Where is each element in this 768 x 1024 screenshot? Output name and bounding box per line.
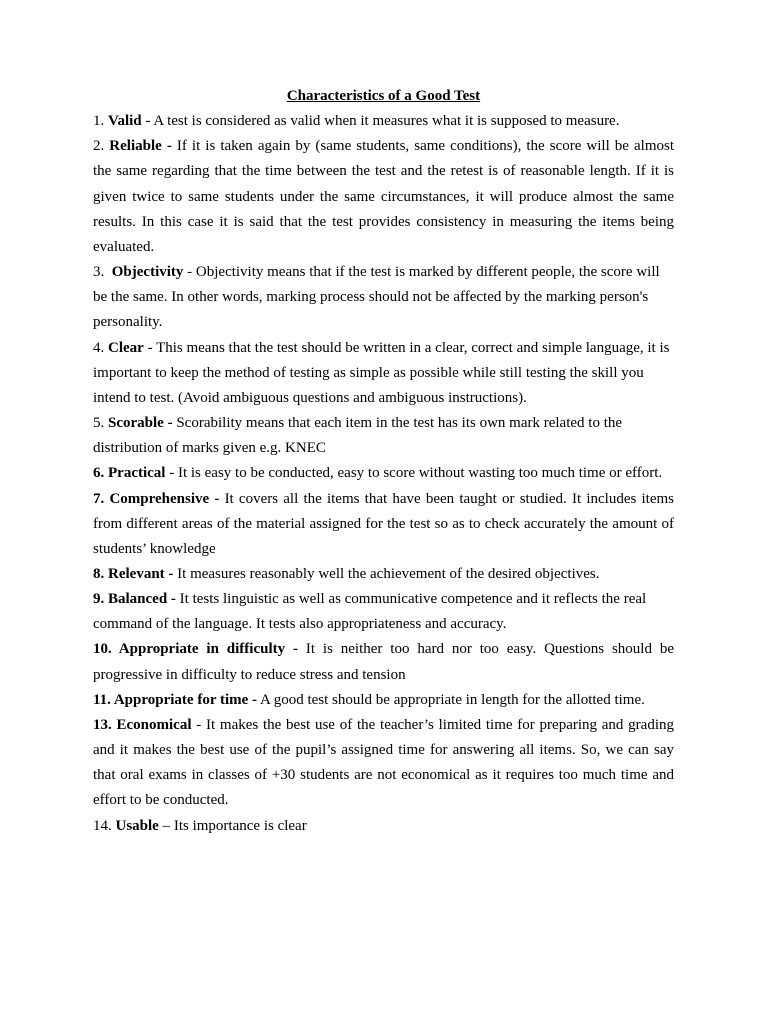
item-text: A test is considered as valid when it measures what it is supposed to measure. xyxy=(153,113,620,130)
item-term: 9. Balanced - xyxy=(93,591,176,608)
item-text: It is neither too hard nor too easy. Questions should be progressive in difficulty to reduce stress and tension xyxy=(93,641,674,683)
list-item-balanced xyxy=(93,587,674,637)
item-number: 4. xyxy=(93,339,105,356)
list-item-usable xyxy=(93,814,674,839)
item-text: Its importance is clear xyxy=(173,817,307,834)
item-term: Objectivity xyxy=(111,264,184,281)
item-term: 7. Comprehensive - xyxy=(93,490,220,507)
item-term: 13. Economical xyxy=(93,716,192,733)
item-term: Clear xyxy=(108,339,144,356)
item-separator: - xyxy=(191,716,206,733)
item-text: Objectivity means that if the test is marked by different people, the score will be the same. In other words, marking process should not be affected by the marking person's personality. xyxy=(93,264,660,331)
page-title: Characteristics of a Good Test xyxy=(286,88,481,104)
item-separator: - xyxy=(165,465,178,482)
item-separator: - xyxy=(183,264,196,281)
item-text: It covers all the items that have been taught or studied. It includes items from different areas of the material assigned for the test so as to check accurately the amount of students’ knowledge xyxy=(93,490,675,557)
item-text: Scorability means that each item in the test has its own mark related to the distribution of marks given e.g. KNEC xyxy=(93,415,623,457)
list-item-economical xyxy=(93,713,674,814)
list-item-clear xyxy=(93,336,674,411)
list-item-practical xyxy=(93,461,674,486)
list-item-comprehensive xyxy=(93,487,674,562)
item-text: It is easy to be conducted, easy to score without wasting too much time or effort. xyxy=(177,465,663,482)
item-text: It tests linguistic as well as communicative competence and it reflects the real command of the language. It tests also appropriateness and accuracy. xyxy=(93,591,647,633)
item-term: 6. Practical xyxy=(93,465,166,482)
item-term: Scorable - xyxy=(108,415,173,432)
item-separator: - xyxy=(143,339,157,356)
list-item-relevant xyxy=(93,562,674,587)
item-text: It measures reasonably well the achievement of the desired objectives. xyxy=(177,565,600,582)
item-number: 14. xyxy=(93,817,112,834)
item-term: Reliable - xyxy=(109,138,172,155)
item-number: 2. xyxy=(93,138,105,155)
item-number: 5. xyxy=(93,415,105,432)
item-term: Valid xyxy=(108,113,142,130)
item-text: It makes the best use of the teacher’s limited time for preparing and grading and it makes the best use of the pupil’s assigned time for answering all items. So, we can say that oral exams in classes of +30 students are not economical as it requires too much time and effort to be conducted. xyxy=(93,716,674,809)
list-item-appropriate-time xyxy=(93,688,674,713)
item-separator: - xyxy=(141,113,154,130)
item-term: 10. Appropriate in difficulty - xyxy=(93,641,298,658)
item-number: 3. xyxy=(93,264,105,281)
list-item-appropriate-difficulty xyxy=(93,637,674,687)
document-page xyxy=(93,84,674,839)
item-text: A good test should be appropriate in length for the allotted time. xyxy=(259,691,645,708)
item-number: 1. xyxy=(93,113,105,130)
item-text: If it is taken again by (same students, same conditions), the score will be almost the same regarding that the time between the test and the retest is of reasonable length. If it is given twice to same students under the same circumstances, it will produce almost the same results. In this case it is said that the test provides consistency in measuring the items being evaluated. xyxy=(93,138,674,255)
list-item-scorable xyxy=(93,411,674,461)
item-term: 11. Appropriate for time - xyxy=(93,691,258,708)
item-separator: – xyxy=(158,817,174,834)
list-item-objectivity xyxy=(93,260,674,335)
item-term: 8. Relevant - xyxy=(93,565,174,582)
item-text: This means that the test should be written in a clear, correct and simple language, it is important to keep the method of testing as simple as possible while still testing the skill you intend to test. (Avoid ambiguous questions and ambiguous instructions). xyxy=(93,339,670,406)
item-term: Usable xyxy=(115,817,159,834)
item-separator xyxy=(298,641,306,657)
list-item-reliable xyxy=(93,134,674,260)
list-item-valid xyxy=(93,109,674,134)
